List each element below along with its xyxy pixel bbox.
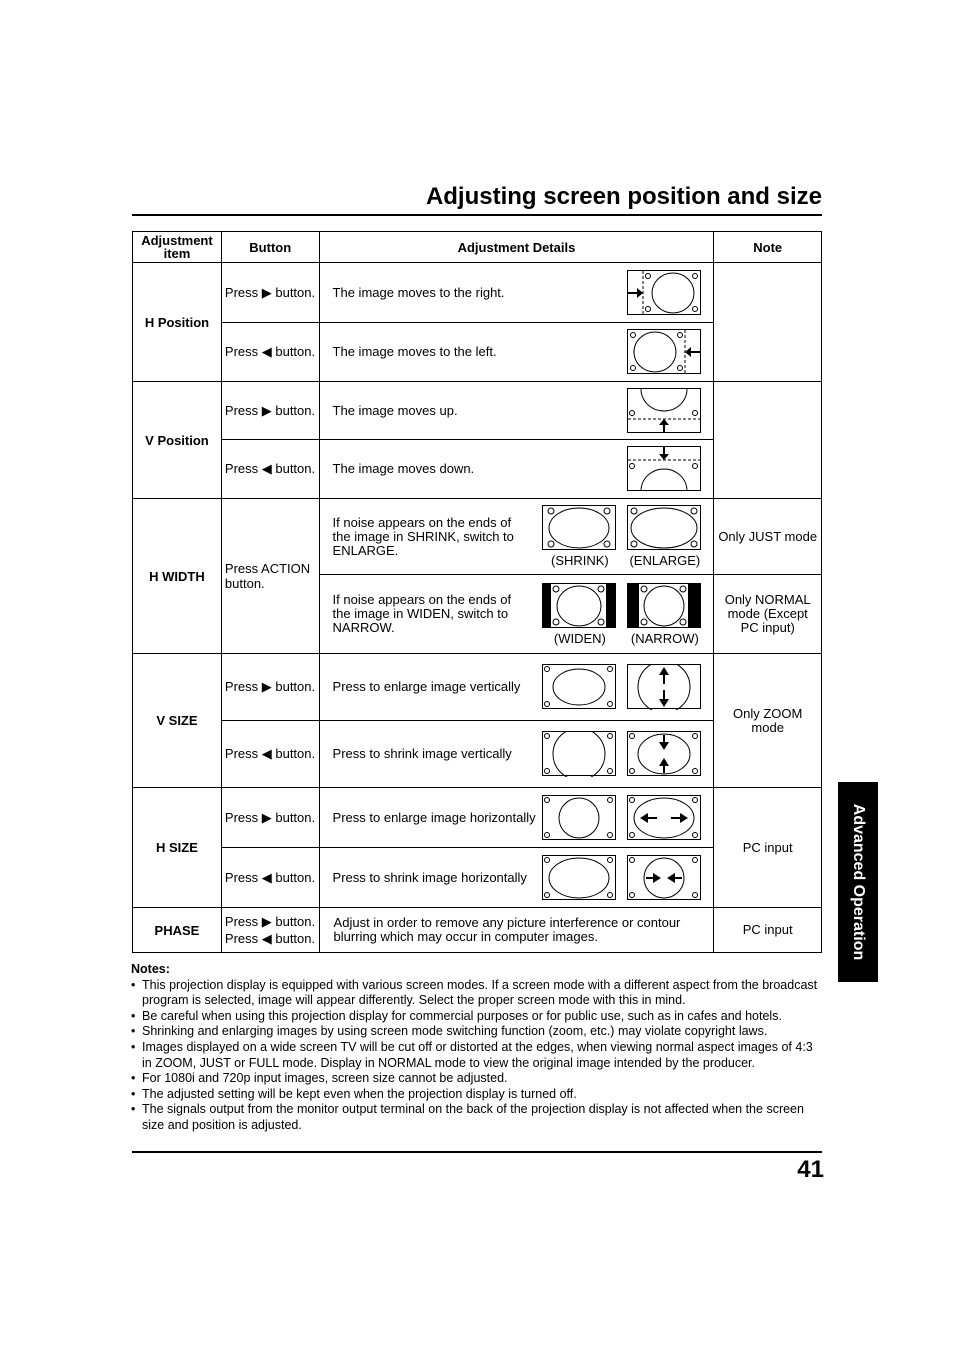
side-tab-label: Advanced Operation (850, 803, 867, 961)
details-text: Press to enlarge image vertically (332, 679, 521, 694)
details-cell (319, 323, 714, 382)
details-text: The image moves up. (332, 402, 458, 418)
item-h-width: H WIDTH (133, 499, 222, 654)
screen-shrink-horizontal-diagram (627, 855, 702, 901)
details-text: The image moves to the right. (332, 284, 505, 300)
adjustment-table (132, 231, 822, 953)
button-cell: Press ▶ button. (221, 788, 319, 848)
header-adjustment-item: Adjustment item (133, 232, 222, 263)
screen-move-up-diagram (627, 388, 702, 434)
note-empty (714, 382, 822, 499)
list-item: • For 1080i and 720p input images, screen size cannot be adjusted. (131, 1071, 823, 1087)
button-cell (221, 908, 319, 953)
details-cell (319, 382, 714, 440)
details-text: If noise appears on the ends of the image in SHRINK, switch to ENLARGE. (332, 514, 514, 558)
item-v-position: V Position (133, 382, 222, 499)
item-v-size: V SIZE (133, 654, 222, 788)
details-text: If noise appears on the ends of the image in WIDEN, switch to NARROW. (332, 592, 512, 635)
button-cell: Press ◀ button. (221, 721, 319, 788)
button-cell: Press ▶ button. (221, 654, 319, 721)
list-item: • The adjusted setting will be kept even when the projection display is turned off. (131, 1087, 823, 1103)
details-text: The image moves down. (332, 461, 475, 476)
table-header-row (133, 232, 822, 263)
item-h-size: H SIZE (133, 788, 222, 908)
caption-widen: (WIDEN) (553, 630, 606, 646)
screen-move-down-diagram (627, 446, 702, 492)
phase-button-1: Press ▶ button. (224, 914, 316, 929)
screen-wide-image-diagram (542, 855, 617, 901)
button-cell: Press ▶ button. (221, 382, 319, 440)
item-h-position: H Position (133, 263, 222, 382)
table-row (133, 499, 822, 575)
screen-enlarge-diagram (627, 505, 702, 551)
caption-enlarge: (ENLARGE) (629, 553, 701, 568)
details-text: Press to enlarge image horizontally (332, 809, 536, 825)
note-empty (714, 263, 822, 382)
details-cell (319, 440, 714, 499)
details-cell (319, 263, 714, 323)
details-text: Adjust in order to remove any picture interference or contour blurring which may occur in computer images. (319, 908, 714, 953)
button-cell: Press ACTION button. (221, 499, 319, 654)
note-cell: Only NORMAL mode (Except PC input) (714, 575, 822, 654)
list-item: • Images displayed on a wide screen TV will be cut off or distorted at the edges, when viewing normal aspect images of 4:3 in ZOOM, JUST or FULL mode. Display in NORMAL mode to view the original image intended by the producer. (131, 1040, 823, 1071)
list-item: • Be careful when using this projection display for commercial purposes or for public use, such as in cafes and hotels. (131, 1009, 823, 1025)
screen-narrow-image-diagram (542, 795, 617, 841)
notes-list (131, 978, 823, 1134)
table-row (133, 382, 822, 440)
screen-shrink-vertical-diagram (627, 731, 702, 777)
header-adjustment-details: Adjustment Details (319, 232, 714, 263)
details-cell (319, 848, 714, 908)
bottom-rule (132, 1151, 822, 1153)
caption-shrink: (SHRINK) (550, 553, 609, 568)
screen-shrink-diagram (542, 505, 617, 551)
header-note: Note (714, 232, 822, 263)
details-cell (319, 499, 714, 575)
details-cell (319, 654, 714, 721)
table-row (133, 788, 822, 848)
screen-move-right-diagram (627, 270, 702, 316)
screen-normal-diagram (542, 664, 617, 710)
notes-section (131, 962, 823, 1134)
details-text: Press to shrink image horizontally (332, 869, 527, 885)
list-item: • The signals output from the monitor output terminal on the back of the projection display is not affected when the screen size and position is adjusted. (131, 1102, 823, 1133)
button-cell: Press ◀ button. (221, 440, 319, 499)
screen-move-left-diagram (627, 329, 702, 375)
title-rule (132, 214, 822, 216)
table-row (133, 654, 822, 721)
screen-widen-diagram (542, 583, 617, 629)
details-text: The image moves to the left. (332, 344, 497, 359)
note-cell: PC input (714, 788, 822, 908)
note-cell: PC input (714, 908, 822, 953)
item-phase: PHASE (133, 908, 222, 953)
phase-button-2: Press ◀ button. (224, 931, 316, 946)
side-tab (838, 782, 878, 982)
details-cell (319, 721, 714, 788)
button-cell: Press ▶ button. (221, 263, 319, 323)
details-cell (319, 575, 714, 654)
button-cell: Press ◀ button. (221, 848, 319, 908)
caption-narrow: (NARROW) (630, 630, 699, 646)
note-cell: Only JUST mode (714, 499, 822, 575)
header-button: Button (221, 232, 319, 263)
notes-title: Notes: (131, 962, 170, 976)
screen-narrow-diagram (627, 583, 702, 629)
screen-enlarge-horizontal-diagram (627, 795, 702, 841)
page-number: 41 (797, 1156, 824, 1183)
button-cell: Press ◀ button. (221, 323, 319, 382)
list-item: • Shrinking and enlarging images by using screen mode switching function (zoom, etc.) may violate copyright laws. (131, 1024, 823, 1040)
note-cell: Only ZOOM mode (714, 654, 822, 788)
details-cell (319, 788, 714, 848)
screen-enlarge-vertical-diagram (627, 664, 702, 710)
screen-tall-diagram (542, 731, 617, 777)
table-row (133, 908, 822, 953)
table-row (133, 263, 822, 323)
details-text: Press to shrink image vertically (332, 746, 512, 761)
list-item: • This projection display is equipped with various screen modes. If a screen mode with a different aspect from the broadcast program is selected, image will appear differently. Select the proper screen mode with this in mind. (131, 978, 823, 1009)
page-title: Adjusting screen position and size (425, 183, 822, 210)
